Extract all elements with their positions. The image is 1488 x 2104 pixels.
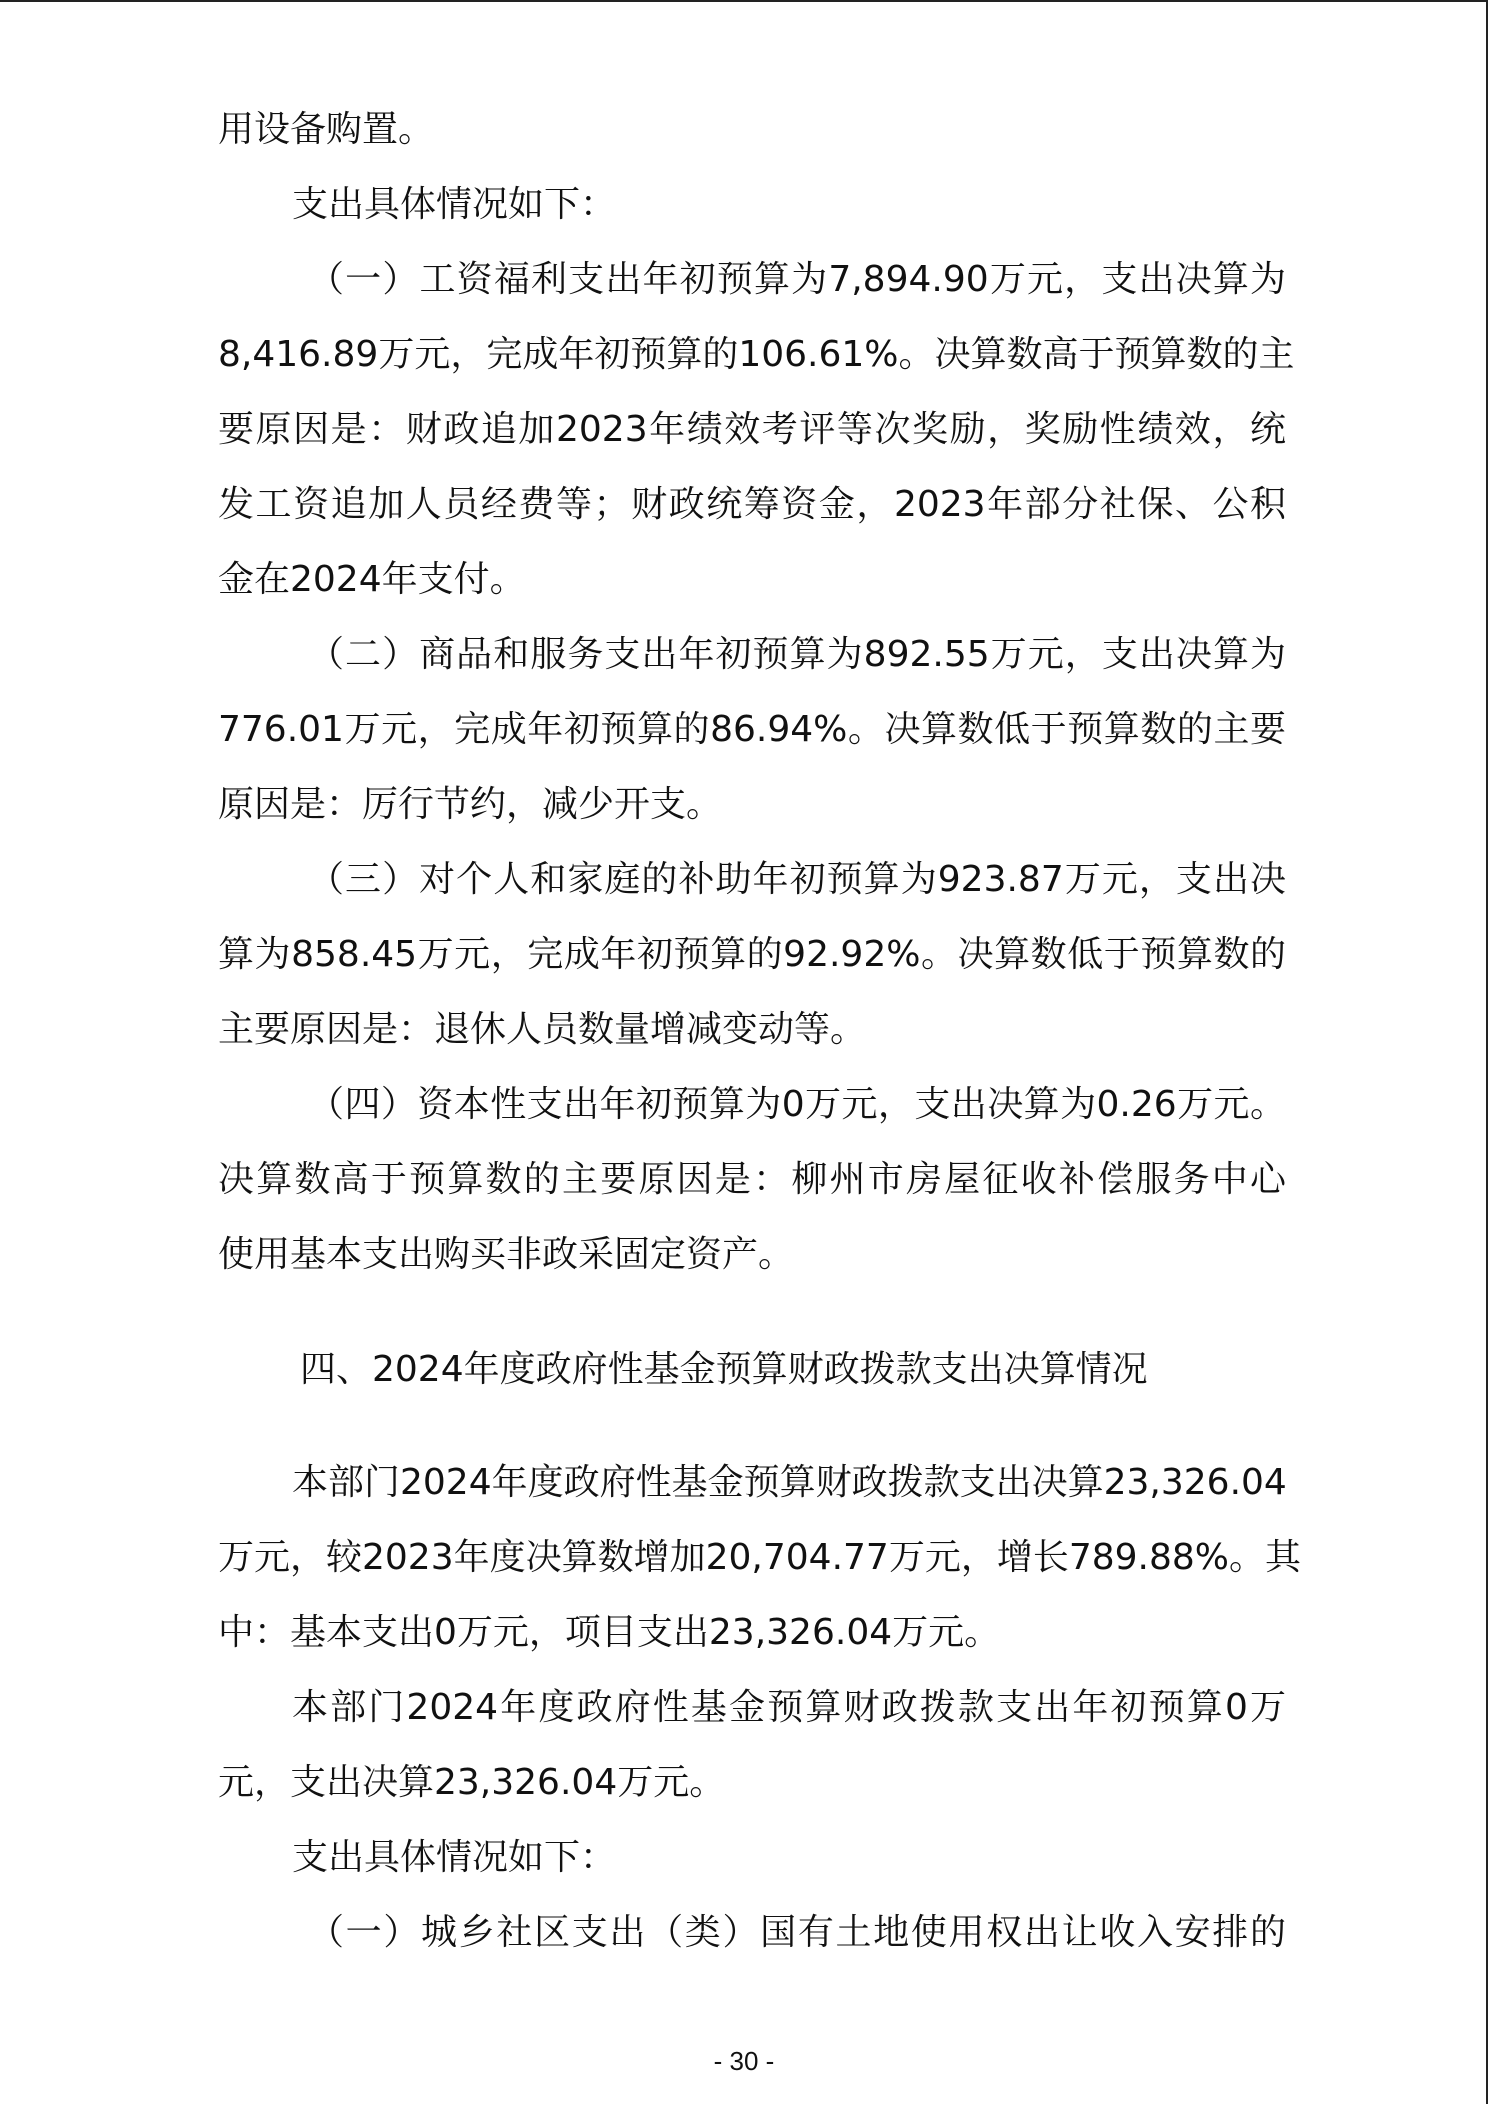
page-border-top xyxy=(0,0,1488,2)
text-line: 本部门2024年度政府性基金预算财政拨款支出决算23,326.04 xyxy=(292,1462,1287,1503)
text-line: 中：基本支出0万元，项目支出23,326.04万元。 xyxy=(218,1612,1001,1653)
section-four-heading: 四、2024年度政府性基金预算财政拨款支出决算情况 xyxy=(300,1349,1148,1390)
text-line: 原因是：厉行节约，减少开支。 xyxy=(218,784,723,825)
text-line: 元，支出决算23,326.04万元。 xyxy=(218,1762,726,1803)
text-line: 决算数高于预算数的主要原因是：柳州市房屋征收补偿服务中心 xyxy=(218,1159,1286,1200)
text-line: 支出具体情况如下： xyxy=(292,184,617,225)
document-body xyxy=(218,92,1302,1970)
text-line: 金在2024年支付。 xyxy=(218,559,526,600)
text-line: 支出具体情况如下： xyxy=(292,1837,617,1878)
text-line: 主要原因是：退休人员数量增减变动等。 xyxy=(218,1009,867,1050)
text-line: 算为858.45万元，完成年初预算的92.92%。决算数低于预算数的 xyxy=(218,934,1286,975)
text-line: 万元，较2023年度决算数增加20,704.77万元，增长789.88%。其 xyxy=(218,1537,1302,1578)
text-line: （一）城乡社区支出（类）国有土地使用权出让收入安排的 xyxy=(308,1912,1286,1953)
text-line: （四）资本性支出年初预算为0万元，支出决算为0.26万元。 xyxy=(308,1084,1286,1125)
text-line: 8,416.89万元，完成年初预算的106.61%。决算数高于预算数的主 xyxy=(218,334,1295,375)
text-line: 用设备购置。 xyxy=(218,109,435,150)
text-line: 776.01万元，完成年初预算的86.94%。决算数低于预算数的主要 xyxy=(218,709,1286,750)
text-line: （一）工资福利支出年初预算为7,894.90万元，支出决算为 xyxy=(308,259,1286,300)
text-line: 使用基本支出购买非政采固定资产。 xyxy=(218,1234,795,1275)
page-number: - 30 - xyxy=(713,2046,775,2076)
text-line: （三）对个人和家庭的补助年初预算为923.87万元，支出决 xyxy=(308,859,1286,900)
text-line: 要原因是：财政追加2023年绩效考评等次奖励，奖励性绩效，统 xyxy=(218,409,1286,450)
section-three-text xyxy=(218,92,1295,1292)
section-four-text xyxy=(218,1445,1302,1970)
text-line: 本部门2024年度政府性基金预算财政拨款支出年初预算0万 xyxy=(292,1687,1286,1728)
text-line: 发工资追加人员经费等；财政统筹资金，2023年部分社保、公积 xyxy=(218,484,1286,525)
text-line: （二）商品和服务支出年初预算为892.55万元，支出决算为 xyxy=(308,634,1286,675)
